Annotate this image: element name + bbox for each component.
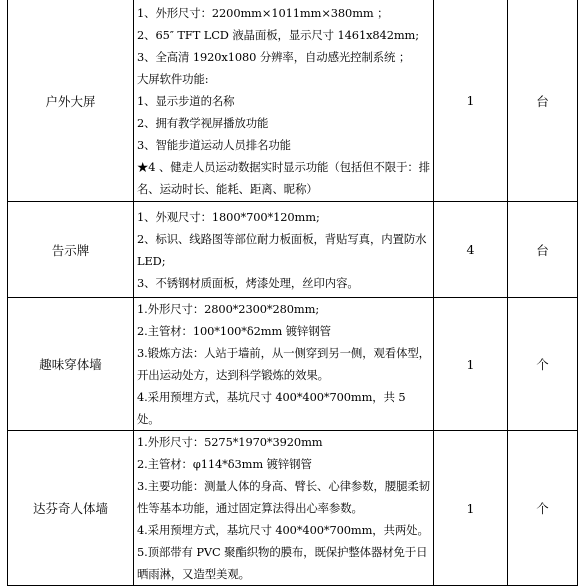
item-quantity: 1 <box>434 431 508 586</box>
spec-line: 4.采用预埋方式，基坑尺寸 400*400*700mm，共两处。 <box>137 523 429 537</box>
item-quantity: 1 <box>434 0 508 202</box>
item-unit: 个 <box>508 431 578 586</box>
spec-line: 2.主管材：100*100*δ2mm 镀锌钢管 <box>137 324 331 338</box>
item-spec <box>134 0 434 202</box>
spec-line: ★4 、健走人员运动数据实时显示功能（包括但不限于：排名、运动时长、能耗、距离、昵称） <box>137 159 430 196</box>
spec-line: 1.外形尺寸：2800*2300*280mm; <box>137 302 320 316</box>
spec-line: 1、外形尺寸：2200mm×1011mm×380mm ； <box>137 5 389 20</box>
table-row <box>8 298 578 431</box>
table-row <box>8 0 578 202</box>
spec-line: 1、显示步道的名称 <box>137 93 235 108</box>
table-row <box>8 202 578 298</box>
table-row <box>8 431 578 586</box>
spec-line: 2、拥有教学视屏播放功能 <box>137 115 269 130</box>
table-body <box>8 0 578 586</box>
spec-line: 3.主要功能：测量人体的身高、臂长、心律参数，腰腿柔韧性等基本功能，通过固定算法得出心率参数。 <box>137 479 430 515</box>
item-name: 达芬奇人体墙 <box>8 431 134 586</box>
spec-line: 大屏软件功能: <box>137 71 209 86</box>
spec-line: 3、智能步道运动人员排名功能 <box>137 137 291 152</box>
item-quantity: 1 <box>434 298 508 431</box>
item-unit: 台 <box>508 0 578 202</box>
item-name: 户外大屏 <box>8 0 134 202</box>
spec-line: 2、标识、线路图等部位耐力板面板，背贴写真，内置防水 LED; <box>137 231 427 268</box>
item-unit: 个 <box>508 298 578 431</box>
item-spec <box>134 431 434 586</box>
spec-line: 3.锻炼方法：人站于墙前，从一侧穿到另一侧，观看体型，开出运动处方，达到科学锻炼的效果。 <box>137 346 430 382</box>
item-name: 趣味穿体墙 <box>8 298 134 431</box>
item-spec <box>134 202 434 298</box>
item-name: 告示牌 <box>8 202 134 298</box>
item-unit: 台 <box>508 202 578 298</box>
spec-line: 4.采用预埋方式，基坑尺寸 400*400*700mm，共 5 处。 <box>137 390 406 426</box>
spec-line: 3、不锈钢材质面板，烤漆处理，丝印内容。 <box>137 275 359 290</box>
item-spec <box>134 298 434 431</box>
spec-line: 1、外观尺寸：1800*700*120mm; <box>137 209 320 224</box>
spec-line: 5.顶部带有 PVC 聚酯织物的膜布，既保护整体器材免于日晒雨淋，又造型美观。 <box>137 545 428 581</box>
item-quantity: 4 <box>434 202 508 298</box>
spec-line: 1.外形尺寸：5275*1970*3920mm <box>137 435 323 449</box>
spec-line: 2、65″ TFT LCD 液晶面板，显示尺寸 1461x842mm; <box>137 27 419 42</box>
spec-line: 3、全高清 1920x1080 分辨率，自动感光控制系统 ； <box>137 49 411 64</box>
equipment-spec-table <box>7 0 578 586</box>
spec-line: 2.主管材：φ114*δ3mm 镀锌钢管 <box>137 457 312 471</box>
